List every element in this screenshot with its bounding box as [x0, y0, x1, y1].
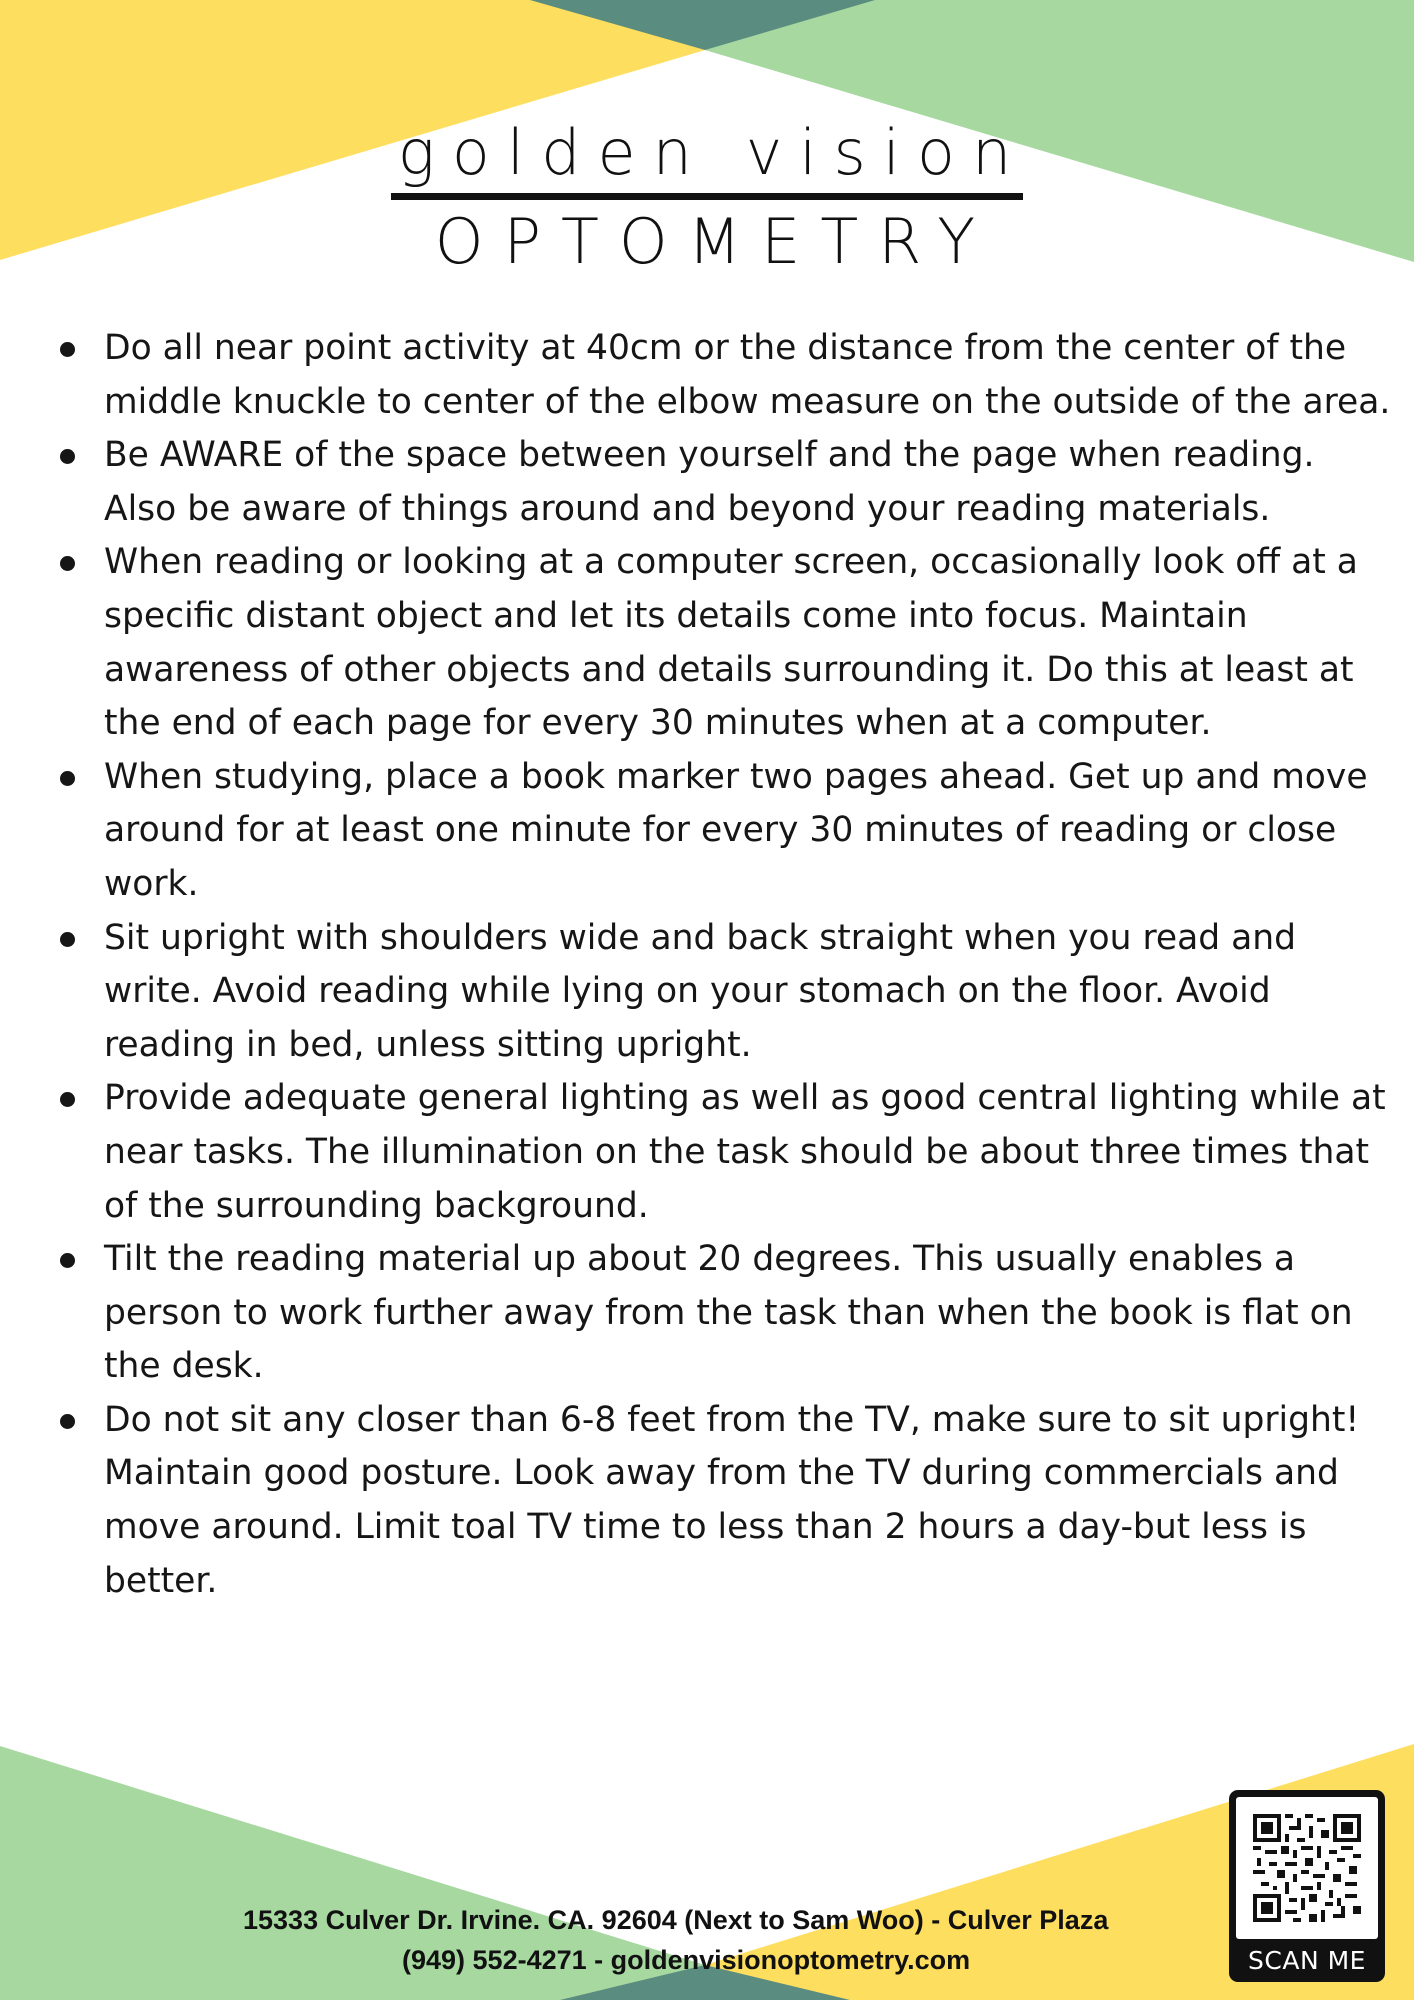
tip-text: When reading or looking at a computer screen, occasionally look off at a specific distant object and let its details come into focus. Maintain awareness of other objects and details surrounding it. Do this at least at the end of each page for every 30 minutes when at a computer.	[104, 542, 1358, 744]
tip-text: Be AWARE of the space between yourself and the page when reading. Also be aware of things around and beyond your reading materials.	[104, 435, 1315, 529]
tip-item	[104, 1072, 1392, 1233]
tip-item	[104, 322, 1392, 429]
tip-item	[104, 912, 1392, 1073]
tip-text: Provide adequate general lighting as well as good central lighting while at near tasks. The illumination on the task should be about three times that of the surrounding background.	[104, 1078, 1386, 1226]
logo-rule	[391, 193, 1023, 200]
footer-contact[interactable]: (949) 552-4271 - goldenvisionoptometry.com	[402, 1945, 971, 1975]
bullet-icon	[60, 1253, 75, 1268]
qr-code-box[interactable]	[1229, 1790, 1385, 1982]
bullet-icon	[60, 932, 75, 947]
tip-text: Do not sit any closer than 6-8 feet from the TV, make sure to sit upright! Maintain good posture. Look away from the TV during commercials and move around. Limit toal TV time to less than 2 hours a day-but less is better.	[104, 1399, 1360, 1601]
logo-line2: OPTOMETRY	[434, 205, 996, 278]
logo-line1: golden vision	[397, 116, 1029, 189]
tip-item	[104, 429, 1392, 536]
logo	[0, 118, 1414, 281]
bullet-icon	[60, 1414, 75, 1429]
tip-text: When studying, place a book marker two pages ahead. Get up and move around for at least one minute for every 30 minutes of reading or close work.	[104, 756, 1368, 904]
bullet-icon	[60, 449, 75, 464]
tips-list	[60, 322, 1392, 1608]
tip-text: Do all near point activity at 40cm or the distance from the center of the middle knuckle to center of the elbow measure on the outside of the area.	[104, 328, 1391, 422]
tip-item	[104, 751, 1392, 912]
footer	[0, 1900, 1414, 1980]
tip-text: Sit upright with shoulders wide and back straight when you read and write. Avoid reading while lying on your stomach on the floor. Avoid reading in bed, unless sitting upright.	[104, 917, 1297, 1065]
bullet-icon	[60, 771, 75, 786]
bullet-icon	[60, 1092, 75, 1107]
bullet-icon	[60, 342, 75, 357]
qr-code-pattern	[1253, 1814, 1361, 1922]
qr-scan-label: SCAN ME	[1248, 1946, 1366, 1975]
tip-item	[104, 1233, 1392, 1394]
bullet-icon	[60, 556, 75, 571]
tip-item	[104, 1394, 1392, 1608]
tip-text: Tilt the reading material up about 20 degrees. This usually enables a person to work further away from the task than when the book is flat on the desk.	[104, 1239, 1353, 1387]
qr-code-icon[interactable]	[1236, 1797, 1378, 1939]
tip-item	[104, 536, 1392, 750]
footer-address: 15333 Culver Dr. Irvine. CA. 92604 (Next to Sam Woo) - Culver Plaza	[243, 1905, 1109, 1935]
